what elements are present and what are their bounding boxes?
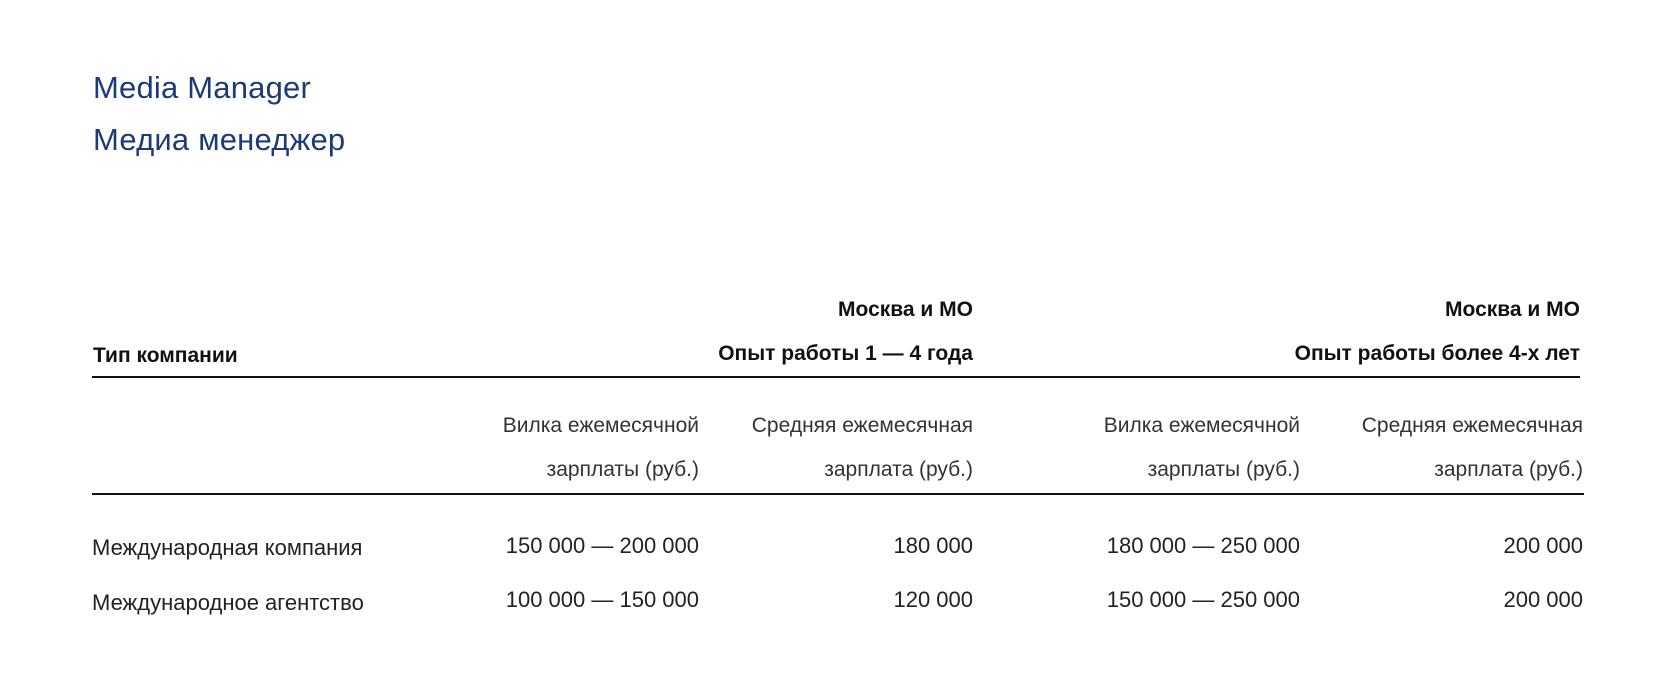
row1-g2-range: 180 000 — 250 000 — [1106, 533, 1300, 558]
row2-g2-avg: 200 000 — [1503, 587, 1583, 612]
page-title-ru: Медиа менеджер — [93, 122, 346, 157]
row2-g1-avg: 120 000 — [893, 587, 973, 612]
g1-avg-subheader-line1: Средняя ежемесячная — [751, 414, 973, 437]
page-title-en: Media Manager — [93, 70, 311, 105]
g1-avg-subheader-line2: зарплата (руб.) — [824, 458, 973, 481]
group1-region-header: Москва и МО — [838, 298, 973, 321]
row2-g2-range: 150 000 — 250 000 — [1106, 587, 1300, 612]
row1-g2-avg: 200 000 — [1503, 533, 1583, 558]
group2-experience-header: Опыт работы более 4-х лет — [1294, 342, 1580, 365]
company-type-header: Тип компании — [93, 344, 238, 367]
g2-range-subheader-line2: зарплаты (руб.) — [1147, 458, 1300, 481]
group1-experience-header: Опыт работы 1 — 4 года — [718, 342, 973, 365]
g2-avg-subheader-line1: Средняя ежемесячная — [1361, 414, 1583, 437]
row1-company: Международная компания — [92, 535, 363, 560]
row1-g1-avg: 180 000 — [893, 533, 973, 558]
g1-range-subheader-line1: Вилка ежемесячной — [502, 414, 699, 437]
group2-region-header: Москва и МО — [1445, 298, 1580, 321]
g2-range-subheader-line1: Вилка ежемесячной — [1103, 414, 1300, 437]
header-divider — [92, 376, 1580, 378]
row1-g1-range: 150 000 — 200 000 — [505, 533, 699, 558]
g1-range-subheader-line2: зарплаты (руб.) — [546, 458, 699, 481]
row2-company: Международное агентство — [92, 590, 364, 615]
subheader-divider — [92, 493, 1584, 495]
row2-g1-range: 100 000 — 150 000 — [505, 587, 699, 612]
g2-avg-subheader-line2: зарплата (руб.) — [1434, 458, 1583, 481]
